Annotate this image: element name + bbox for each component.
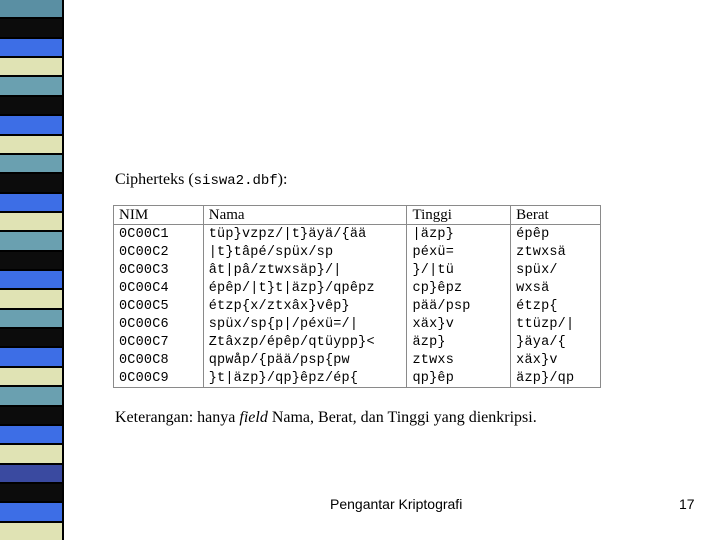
cell-berat: äzp}/qp <box>511 369 601 388</box>
cell-tinggi: qp}êp <box>407 369 511 388</box>
header-nama: Nama <box>203 206 407 225</box>
table-row <box>114 351 601 369</box>
cell-berat: ttüzp/| <box>511 315 601 333</box>
table-note <box>115 409 537 427</box>
stripe-block <box>0 310 62 329</box>
stripe-block <box>0 445 62 464</box>
table-row <box>114 369 601 388</box>
table-row <box>114 261 601 279</box>
cell-berat: spüx/ <box>511 261 601 279</box>
stripe-block <box>0 116 62 135</box>
cell-nim: 0C00C8 <box>114 351 204 369</box>
stripe-block <box>0 465 62 484</box>
cell-nama: }t|äzp}/qp}êpz/ép{ <box>203 369 407 388</box>
cell-berat: épêp <box>511 225 601 244</box>
note-prefix: Keterangan: hanya <box>115 409 240 426</box>
cell-nama: étzp{x/ztxâx}vêp} <box>203 297 407 315</box>
cell-tinggi: xäx}v <box>407 315 511 333</box>
stripe-block <box>0 426 62 445</box>
stripe-block <box>0 19 62 38</box>
stripe-block <box>0 503 62 522</box>
cell-nim: 0C00C2 <box>114 243 204 261</box>
cell-berat: étzp{ <box>511 297 601 315</box>
stripe-block <box>0 0 62 19</box>
stripe-block <box>0 407 62 426</box>
table-row <box>114 297 601 315</box>
stripe-block <box>0 232 62 251</box>
stripe-block <box>0 77 62 96</box>
stripe-block <box>0 58 62 77</box>
cell-tinggi: ztwxs <box>407 351 511 369</box>
caption-suffix: ): <box>277 171 288 188</box>
stripe-block <box>0 271 62 290</box>
table-row <box>114 333 601 351</box>
stripe-block <box>0 368 62 387</box>
note-emphasis: field <box>239 409 268 426</box>
caption-prefix: Cipherteks ( <box>115 171 194 188</box>
cell-nim: 0C00C5 <box>114 297 204 315</box>
stripe-block <box>0 155 62 174</box>
caption-filename: siswa2.dbf <box>193 173 278 189</box>
cell-berat: }äya/{ <box>511 333 601 351</box>
cell-nim: 0C00C4 <box>114 279 204 297</box>
cell-nama: |t}tâpé/spüx/sp <box>203 243 407 261</box>
table-row <box>114 243 601 261</box>
stripe-block <box>0 97 62 116</box>
table-row <box>114 279 601 297</box>
cell-berat: ztwxsä <box>511 243 601 261</box>
stripe-block <box>0 348 62 367</box>
stripe-block <box>0 174 62 193</box>
table-header-row <box>114 206 601 225</box>
cell-tinggi: |äzp} <box>407 225 511 244</box>
header-berat: Berat <box>511 206 601 225</box>
cell-nama: ât|pâ/ztwxsäp}/| <box>203 261 407 279</box>
cell-tinggi: äzp} <box>407 333 511 351</box>
cell-nim: 0C00C7 <box>114 333 204 351</box>
cell-nim: 0C00C1 <box>114 225 204 244</box>
header-nim: NIM <box>114 206 204 225</box>
stripe-block <box>0 136 62 155</box>
ciphertext-table <box>113 205 601 388</box>
cell-tinggi: péxü= <box>407 243 511 261</box>
cell-nama: spüx/sp{p|/péxü=/| <box>203 315 407 333</box>
cell-tinggi: cp}êpz <box>407 279 511 297</box>
footer-title: Pengantar Kriptografi <box>330 496 463 512</box>
header-tinggi: Tinggi <box>407 206 511 225</box>
cell-nim: 0C00C9 <box>114 369 204 388</box>
stripe-block <box>0 252 62 271</box>
cell-nama: Ztâxzp/épêp/qtüypp}< <box>203 333 407 351</box>
table-row <box>114 315 601 333</box>
cell-tinggi: }/|tü <box>407 261 511 279</box>
cell-berat: wxsä <box>511 279 601 297</box>
stripe-block <box>0 213 62 232</box>
cell-nim: 0C00C3 <box>114 261 204 279</box>
stripe-block <box>0 329 62 348</box>
cell-nim: 0C00C6 <box>114 315 204 333</box>
cell-berat: xäx}v <box>511 351 601 369</box>
cell-nama: épêp/|t}t|äzp}/qpêpz <box>203 279 407 297</box>
stripe-block <box>0 39 62 58</box>
stripe-block <box>0 387 62 406</box>
cell-nama: qpwåp/{pää/psp{pw <box>203 351 407 369</box>
cell-tinggi: pää/psp <box>407 297 511 315</box>
stripe-block <box>0 290 62 309</box>
table-row <box>114 225 601 244</box>
stripe-block <box>0 484 62 503</box>
page-number: 17 <box>679 496 695 512</box>
cell-nama: tüp}vzpz/|t}äyä/{ää <box>203 225 407 244</box>
stripe-block <box>0 194 62 213</box>
stripe-block <box>0 523 62 540</box>
table-caption <box>115 171 287 189</box>
decorative-stripe <box>0 0 64 540</box>
note-suffix: Nama, Berat, dan Tinggi yang dienkripsi. <box>267 409 537 426</box>
